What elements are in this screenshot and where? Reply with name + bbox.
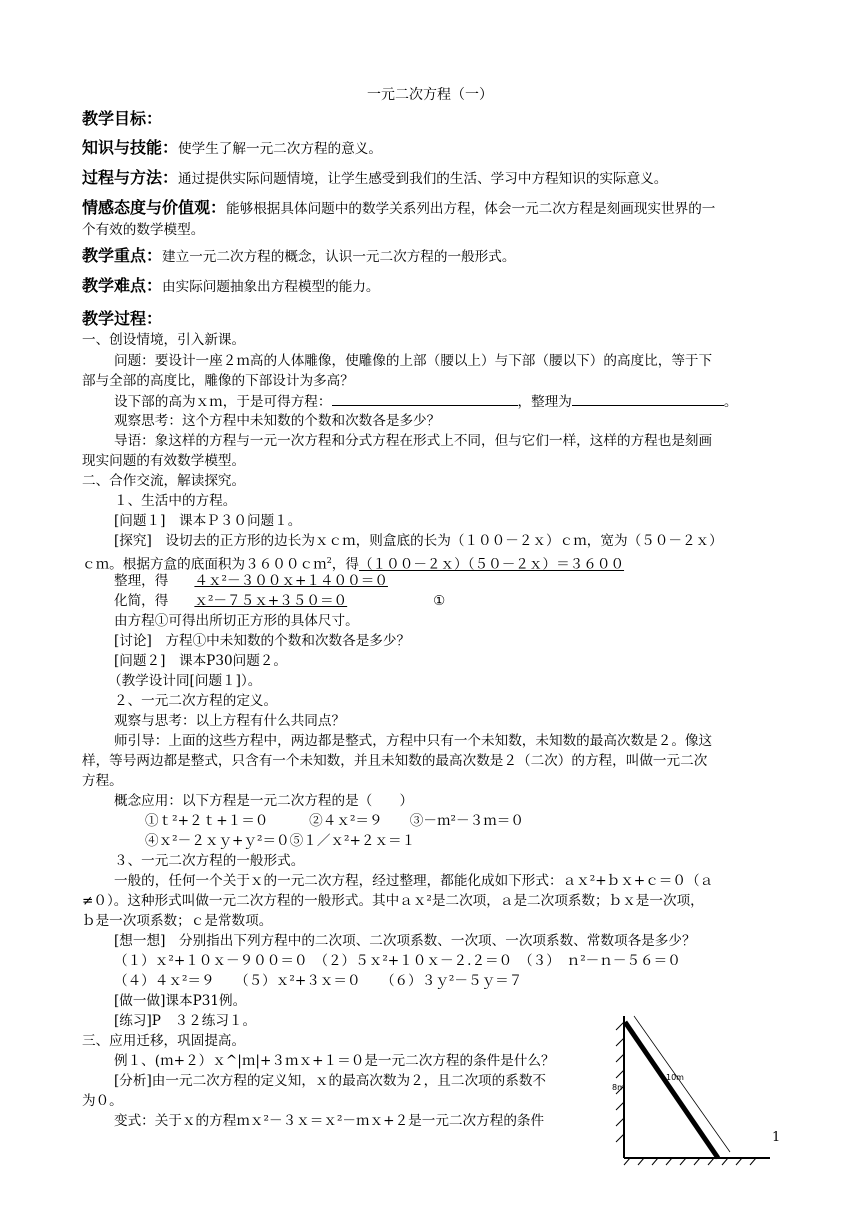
equation-line: ｃｍ。根据方盒的底面积为３６００ｃｍ$^2$，得（１００－２ｘ）（５０－２ｘ）＝３６００: [82, 556, 625, 573]
paragraph-line: 观察思考：这个方程中未知数的个数和次数各是多少？: [114, 413, 441, 429]
paragraph-line: ≠０）。这种形式叫做一元二次方程的一般形式。其中ａｘ²是二次项，ａ是二次项系数；ｂｘ是一次项，: [82, 893, 704, 909]
paragraph-line: 例１、(ｍ+２）ｘ^|ｍ|+３ｍｘ+１＝０是一元二次方程的条件是什么？: [114, 1053, 555, 1069]
paragraph-line: [讨论] 方程①中未知数的个数和次数各是多少？: [114, 633, 411, 649]
paragraph-line: [问题１] 课本Ｐ３０问题１。: [114, 513, 302, 529]
paragraph-line: [想一想] 分别指出下列方程中的二次项、二次项系数、一次项、一次项系数、常数项各是多少？: [114, 933, 696, 949]
page-number: 1: [772, 1130, 781, 1145]
paragraph-line: ｂ是一次项系数；ｃ是常数项。: [82, 913, 273, 929]
paragraph-line: 概念应用：以下方程是一元二次方程的是（ ）: [114, 793, 414, 809]
key-point: [82, 246, 782, 267]
paragraph-line: 导语：象这样的方程与一元一次方程和分式方程在形式上不同，但与它们一样，这样的方程也是刻画: [114, 433, 713, 449]
paragraph-line: [问题２] 课本P30问题２。: [114, 653, 287, 669]
objective-attitude-cont: 个有效的数学模型。: [82, 222, 205, 238]
equation-options: （４）４ｘ²＝９ （５）ｘ²+３ｘ＝０ （６）３ｙ²－５ｙ＝７: [114, 973, 523, 989]
heading-objectives: 教学目标：: [82, 109, 163, 128]
paragraph-line: [分析]由一元二次方程的定义知，ｘ的最高次数为２，且二次项的系数不: [114, 1073, 547, 1089]
section-1-heading: 一、创设情境，引入新课。: [82, 332, 246, 348]
objective-process-text: 通过提供实际问题情境，让学生感受到我们的生活、学习中方程知识的实际意义。: [178, 171, 668, 187]
wall-hatching: [616, 1022, 624, 1142]
paragraph-line: 师引导：上面的这些方程中，两边都是整式，方程中只有一个未知数，未知数的最高次数是２。像这: [114, 733, 713, 749]
objective-attitude: [82, 198, 782, 219]
label-8m: 8m: [612, 1083, 625, 1092]
subsection-heading: ２、一元二次方程的定义。: [114, 693, 278, 709]
equation-underlined: ４ｘ²－３００ｘ+１４００＝０: [194, 573, 388, 589]
equation-prompt: 设下部的高为ｘｍ，于是可得方程： ，整理为 。: [114, 391, 814, 412]
objective-process-label: 过程与方法：: [82, 168, 179, 187]
key-point-text: 建立一元二次方程的概念，认识一元二次方程的一般形式。: [162, 249, 516, 265]
paragraph-line: 部与全部的高度比，雕像的下部设计为多高？: [82, 373, 354, 389]
heading-process: 教学过程：: [82, 309, 163, 328]
equation-underlined: （１００－２ｘ）（５０－２ｘ）＝３６００: [358, 556, 625, 573]
ladder: [625, 1022, 718, 1158]
page-title: 一元二次方程（一）: [367, 87, 493, 103]
difficulty: [82, 276, 782, 297]
paragraph-line: 由方程①可得出所切正方形的具体尺寸。: [114, 613, 359, 629]
equation-options: ④ｘ²－２ｘｙ+ｙ²＝０⑤１／ｘ²+２ｘ＝１: [145, 833, 416, 849]
ladder-diagram: [610, 1008, 780, 1166]
section-3-heading: 三、应用迁移，巩固提高。: [82, 1033, 246, 1049]
paragraph-line: 一般的，任何一个关于ｘ的一元二次方程，经过整理，都能化成如下形式：ａｘ²+ｂｘ+ｃ＝０（ａ: [114, 873, 714, 889]
paragraph-line: 观察与思考：以上方程有什么共同点？: [114, 713, 346, 729]
paragraph-line: 样，等号两边都是整式，只含有一个未知数，并且未知数的最高次数是２（二次）的方程，叫做一元二次: [82, 753, 708, 769]
equation-marker: ①: [433, 593, 446, 609]
subsection-heading: ３、一元二次方程的一般形式。: [114, 853, 305, 869]
answer-blank-2[interactable]: [572, 391, 724, 406]
objective-attitude-label: 情感态度与价值观：: [82, 198, 227, 217]
objective-process: [82, 168, 782, 189]
objective-knowledge-text: 使学生了解一元二次方程的意义。: [178, 141, 382, 157]
paragraph-line: 方程。: [82, 773, 123, 789]
paragraph-line: [探究] 设切去的正方形的边长为ｘｃｍ，则盒底的长为（１００－２ｘ）ｃｍ，宽为（５０－２ｘ）: [114, 533, 723, 549]
equation-options: ①ｔ²+２ｔ+１＝０ ②４ｘ²＝９ ③－ｍ²－３ｍ＝０: [145, 813, 524, 829]
equation-underlined: ｘ²－７５ｘ+３５０＝０: [194, 593, 348, 609]
objective-attitude-text: 能够根据具体问题中的数学关系列出方程，体会一元二次方程是刻画现实世界的一: [226, 201, 716, 217]
equation-line: 化简，得 ｘ²－７５ｘ+３５０＝０ ①: [114, 593, 446, 609]
objective-knowledge: [82, 138, 782, 159]
paragraph-line: 变式：关于ｘ的方程ｍｘ²－３ｘ＝ｘ²－ｍｘ+２是一元二次方程的条件: [114, 1113, 545, 1129]
paragraph-line: 问题：要设计一座２ｍ高的人体雕像，使雕像的上部（腰以上）与下部（腰以下）的高度比，等于下: [114, 353, 713, 369]
equation-line: 整理，得 ４ｘ²－３００ｘ+１４００＝０: [114, 573, 388, 589]
key-point-label: 教学重点：: [82, 246, 163, 265]
answer-blank-1[interactable]: [332, 391, 518, 406]
ladder-dimension-line: [634, 1016, 730, 1152]
equation-options: （１）ｘ²+１０ｘ－９００＝０ （２）５ｘ²+１０ｘ－２.２＝０ （３） ｎ²－ｎ－５６＝０: [114, 953, 681, 969]
subsection-heading: １、生活中的方程。: [114, 493, 237, 509]
ground-hatching: [624, 1158, 756, 1165]
paragraph-line: 现实问题的有效数学模型。: [82, 453, 246, 469]
difficulty-text: 由实际问题抽象出方程模型的能力。: [162, 279, 380, 295]
section-2-heading: 二、合作交流，解读探究。: [82, 473, 246, 489]
difficulty-label: 教学难点：: [82, 276, 163, 295]
paragraph-line: （教学设计同[问题１]）。: [108, 673, 262, 689]
paragraph-line: 为０。: [82, 1093, 123, 1109]
objective-knowledge-label: 知识与技能：: [82, 138, 179, 157]
paragraph-line: [练习]P ３２练习１。: [114, 1013, 257, 1029]
paragraph-line: [做一做]课本P31例。: [114, 993, 247, 1009]
label-10m: 10m: [666, 1073, 684, 1082]
